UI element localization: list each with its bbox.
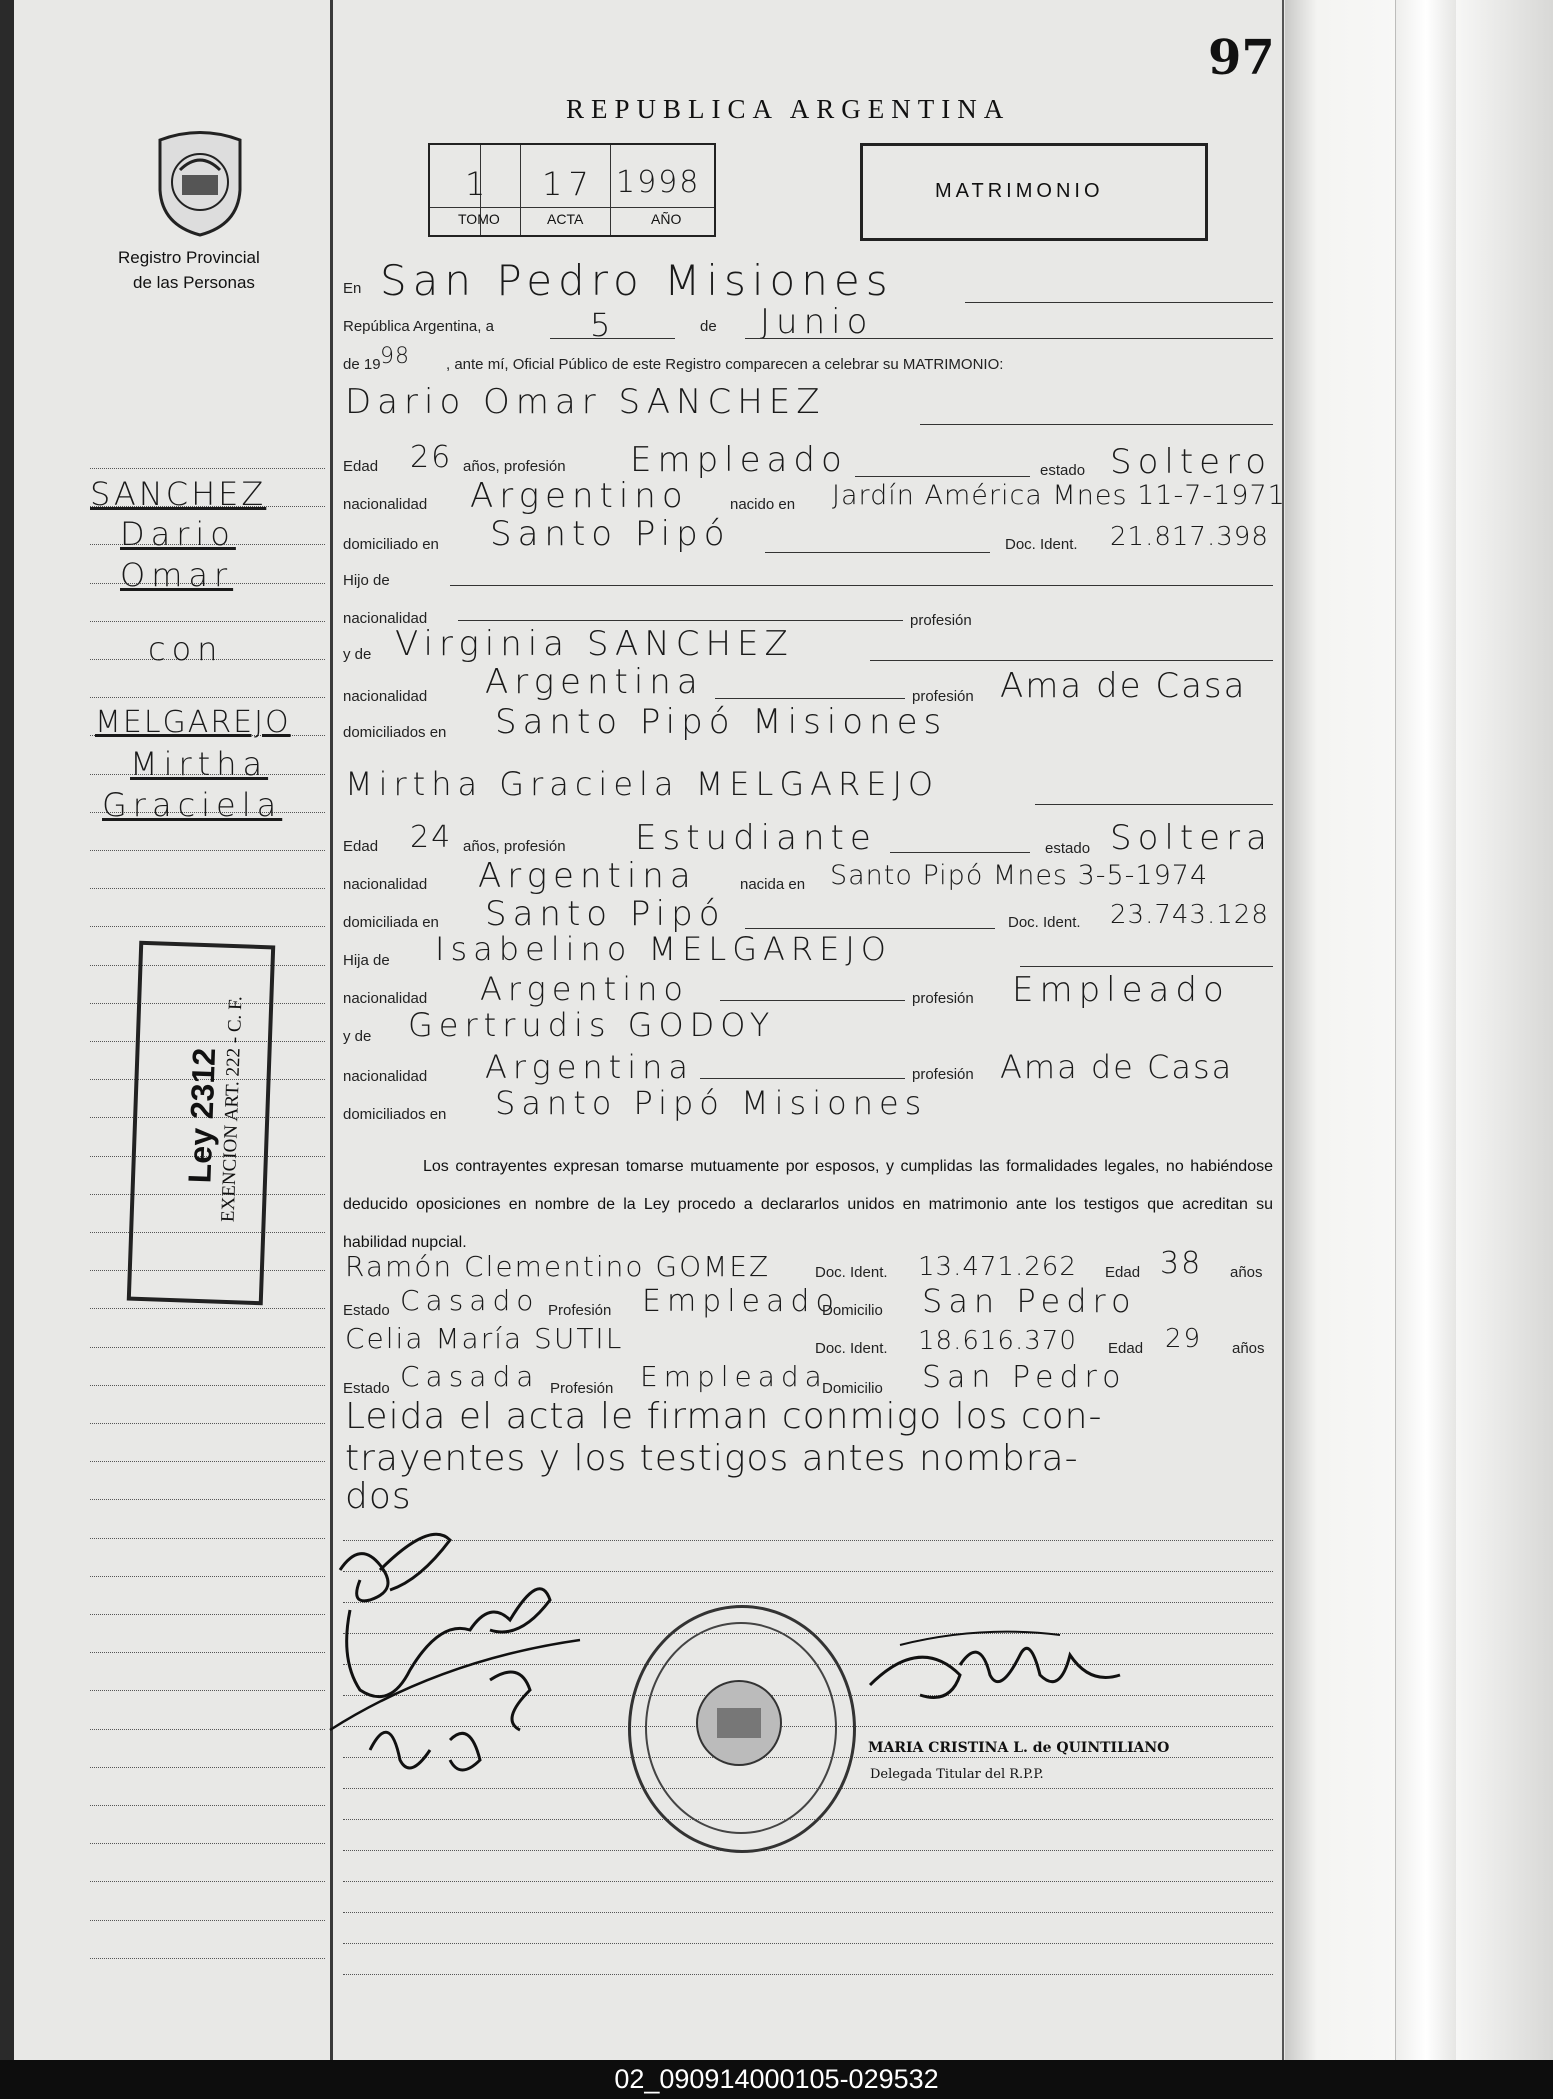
right-margin-line bbox=[1282, 0, 1284, 2060]
spouse1-doc: 21.817.398 bbox=[1110, 522, 1269, 552]
month: Junio bbox=[760, 302, 874, 342]
spouse2-parents-address: Santo Pipó Misiones bbox=[495, 1084, 928, 1122]
margin-name-2b: Graciela bbox=[102, 786, 283, 824]
margin-ruled-line bbox=[90, 1385, 325, 1386]
margin-ruled-line bbox=[90, 468, 325, 469]
tomo-value: 1 bbox=[465, 165, 492, 203]
margin-con: con bbox=[148, 630, 224, 668]
main-ruled-line bbox=[343, 1881, 1273, 1882]
spouse2-birthplace: Santo Pipó Mnes 3-5-1974 bbox=[830, 860, 1209, 891]
label-domiciliados-1: domiciliados en bbox=[343, 724, 447, 741]
label-anos-w2: años bbox=[1232, 1340, 1265, 1357]
label-de: de bbox=[700, 318, 717, 335]
margin-ruled-line bbox=[90, 1958, 325, 1959]
margin-ruled-line bbox=[90, 1423, 325, 1424]
label-domiciliada-2: domiciliada en bbox=[343, 914, 439, 931]
margin-ruled-line bbox=[90, 1308, 325, 1309]
margin-ruled-line bbox=[90, 1920, 325, 1921]
acta-label: ACTA bbox=[547, 211, 584, 227]
spouse2-mother: Gertrudis GODOY bbox=[408, 1006, 776, 1044]
spouse2-doc: 23.743.128 bbox=[1110, 900, 1269, 930]
witness1-doc: 13.471.262 bbox=[918, 1252, 1077, 1282]
label-profesion-f2: profesión bbox=[912, 990, 974, 1007]
ano-label: AÑO bbox=[651, 211, 682, 227]
spouse2-age: 24 bbox=[410, 820, 453, 855]
label-nacionalidad-1: nacionalidad bbox=[343, 496, 428, 513]
official-signature bbox=[860, 1615, 1130, 1725]
main-ruled-line bbox=[343, 1974, 1273, 1975]
official-title: Delegada Titular del R.P.P. bbox=[870, 1767, 1044, 1782]
year-suffix: 98 bbox=[380, 344, 410, 369]
margin-ruled-line bbox=[90, 1538, 325, 1539]
label-nacionalidad-f2: nacionalidad bbox=[343, 990, 428, 1007]
label-nacido-en: nacido en bbox=[730, 496, 796, 513]
document-type-box bbox=[860, 143, 1208, 241]
day: 5 bbox=[590, 306, 617, 344]
label-estado-1: estado bbox=[1040, 462, 1086, 479]
label-hija-de: Hija de bbox=[343, 952, 390, 969]
closing-line-1: Leida el acta le firman conmigo los con- bbox=[345, 1396, 1103, 1437]
spouse2-father-profession: Empleado bbox=[1012, 970, 1230, 1010]
label-y-de-2: y de bbox=[343, 1028, 372, 1045]
spouse2-mother-profession: Ama de Casa bbox=[1000, 1048, 1234, 1086]
spouse1-name: Dario Omar SANCHEZ bbox=[345, 382, 826, 422]
label-domicilio-w1: Domicilio bbox=[822, 1302, 883, 1319]
margin-ruled-line bbox=[90, 1347, 325, 1348]
closing-line-3: dos bbox=[345, 1476, 412, 1517]
label-profesion-f1: profesión bbox=[910, 612, 972, 629]
label-domiciliado-1: domiciliado en bbox=[343, 536, 439, 553]
registro-seal-icon bbox=[150, 130, 250, 240]
witness2-age: 29 bbox=[1165, 1324, 1203, 1354]
margin-ruled-line bbox=[90, 926, 325, 927]
spouse2-name: Mirtha Graciela MELGAREJO bbox=[345, 765, 940, 803]
label-anos-w1: años bbox=[1230, 1264, 1263, 1281]
label-doc-ident-1: Doc. Ident. bbox=[1005, 536, 1078, 553]
main-ruled-line bbox=[343, 1850, 1273, 1851]
margin-ruled-line bbox=[90, 1767, 325, 1768]
margin-name-1a: Dario bbox=[120, 515, 236, 553]
margin-ruled-line bbox=[90, 697, 325, 698]
label-profesion-m2: profesión bbox=[912, 1066, 974, 1083]
margin-ruled-line bbox=[90, 1805, 325, 1806]
margin-name-1b: Omar bbox=[120, 556, 234, 594]
spouse1-birthplace: Jardín América Mnes 11-7-1971 bbox=[832, 480, 1286, 511]
registry-name-line2: de las Personas bbox=[133, 273, 255, 292]
label-republica: República Argentina, a bbox=[343, 318, 494, 335]
closing-line-2: trayentes y los testigos antes nombra- bbox=[345, 1438, 1079, 1479]
label-nacionalidad-m1: nacionalidad bbox=[343, 688, 428, 705]
label-domiciliados-2: domiciliados en bbox=[343, 1106, 447, 1123]
label-edad-w1: Edad bbox=[1105, 1264, 1141, 1281]
label-en: En bbox=[343, 280, 362, 297]
label-doc-ident-w1: Doc. Ident. bbox=[815, 1264, 888, 1281]
margin-ruled-line bbox=[90, 1881, 325, 1882]
spouse1-status: Soltero bbox=[1110, 442, 1273, 482]
label-estado-w2: Estado bbox=[343, 1380, 390, 1397]
margin-ruled-line bbox=[90, 621, 325, 622]
registry-name-line1: Registro Provincial bbox=[118, 248, 260, 267]
label-nacionalidad-m2: nacionalidad bbox=[343, 1068, 428, 1085]
label-estado-2: estado bbox=[1045, 840, 1091, 857]
label-edad-1: Edad bbox=[343, 458, 379, 475]
ley-stamp-subtext: EXENCION ART. 222 - C. F. bbox=[217, 995, 247, 1223]
margin-surname-2: MELGAREJO bbox=[95, 705, 291, 740]
label-doc-ident-2: Doc. Ident. bbox=[1008, 914, 1081, 931]
label-edad-2: Edad bbox=[343, 838, 379, 855]
label-intro: , ante mí, Oficial Público de este Registro comparecen a celebrar su MATRIMONIO: bbox=[446, 356, 1004, 373]
main-ruled-line bbox=[343, 1943, 1273, 1944]
label-anos-profesion-1: años, profesión bbox=[463, 458, 566, 475]
label-de-year: de 19 bbox=[343, 356, 381, 373]
label-profesion-w1: Profesión bbox=[548, 1302, 612, 1319]
witness2-profession: Empleada bbox=[640, 1360, 828, 1393]
margin-name-2a: Mirtha bbox=[130, 745, 269, 783]
document-type: MATRIMONIO bbox=[935, 180, 1104, 202]
witness1-profession: Empleado bbox=[642, 1284, 840, 1319]
scan-edge bbox=[0, 0, 14, 2060]
acta-value: 17 bbox=[542, 165, 595, 203]
ley-stamp-box bbox=[127, 941, 275, 1306]
margin-surname-1: SANCHEZ bbox=[90, 475, 267, 513]
spouse1-profession: Empleado bbox=[630, 440, 848, 480]
scan-id-footer: 02_090914000105-029532 bbox=[0, 2060, 1553, 2099]
label-doc-ident-w2: Doc. Ident. bbox=[815, 1340, 888, 1357]
margin-ruled-line bbox=[90, 1843, 325, 1844]
margin-ruled-line bbox=[90, 1576, 325, 1577]
spouse1-mother-nationality: Argentina bbox=[485, 662, 704, 702]
margin-ruled-line bbox=[90, 1499, 325, 1500]
declaration-text: Los contrayentes expresan tomarse mutuamente por esposos, y cumplidas las formalidades legales, no habiéndose deducido oposiciones en nombre de la Ley procedo a declararlos unidos en matrimonio ante los testigos que acreditan su habilidad nupcial. bbox=[343, 1158, 1273, 1251]
place: San Pedro Misiones bbox=[380, 256, 894, 305]
page-edge-fold bbox=[1395, 0, 1456, 2060]
label-nacionalidad-f1: nacionalidad bbox=[343, 610, 428, 627]
spouse1-mother-profession: Ama de Casa bbox=[1000, 666, 1247, 706]
margin-ruled-line bbox=[90, 1614, 325, 1615]
spouse2-nationality: Argentina bbox=[478, 856, 697, 896]
margin-ruled-line bbox=[90, 1652, 325, 1653]
contrayentes-signatures bbox=[320, 1510, 620, 1800]
label-profesion-w2: Profesión bbox=[550, 1380, 614, 1397]
spouse1-age: 26 bbox=[410, 440, 453, 475]
spouse2-mother-nationality: Argentina bbox=[485, 1048, 694, 1086]
record-number-box bbox=[428, 143, 716, 237]
ano-value: 1998 bbox=[616, 165, 701, 200]
witness2-name: Celia María SUTIL bbox=[345, 1322, 624, 1355]
spouse1-parents-address: Santo Pipó Misiones bbox=[495, 702, 948, 742]
spouse1-nationality: Argentino bbox=[470, 476, 689, 516]
witness1-address: San Pedro bbox=[922, 1282, 1137, 1320]
margin-ruled-line bbox=[90, 888, 325, 889]
page-number: 97 bbox=[1208, 30, 1275, 86]
spouse2-father: Isabelino MELGAREJO bbox=[435, 930, 892, 968]
margin-ruled-line bbox=[90, 850, 325, 851]
witness1-age: 38 bbox=[1160, 1246, 1203, 1281]
seal-emblem-icon bbox=[689, 1668, 789, 1778]
label-anos-profesion-2: años, profesión bbox=[463, 838, 566, 855]
witness1-status: Casado bbox=[400, 1284, 540, 1317]
margin-ruled-line bbox=[90, 1461, 325, 1462]
spouse1-address: Santo Pipó bbox=[490, 514, 731, 554]
tomo-label: TOMO bbox=[458, 211, 500, 227]
witness2-address: San Pedro bbox=[922, 1360, 1127, 1395]
spouse1-mother: Virginia SANCHEZ bbox=[395, 624, 794, 664]
witness2-status: Casada bbox=[400, 1360, 540, 1393]
ley-stamp-text: Ley 2312 bbox=[181, 1047, 223, 1184]
official-seal bbox=[628, 1605, 856, 1853]
witness2-doc: 18.616.370 bbox=[918, 1326, 1077, 1356]
official-name: MARIA CRISTINA L. de QUINTILIANO bbox=[868, 1740, 1170, 1756]
label-edad-w2: Edad bbox=[1108, 1340, 1144, 1357]
spouse2-address: Santo Pipó bbox=[485, 894, 726, 934]
label-nacida-en: nacida en bbox=[740, 876, 806, 893]
country-title: REPUBLICA ARGENTINA bbox=[566, 94, 1011, 124]
label-estado-w1: Estado bbox=[343, 1302, 390, 1319]
margin-ruled-line bbox=[90, 1690, 325, 1691]
label-domicilio-w2: Domicilio bbox=[822, 1380, 883, 1397]
spouse2-status: Soltera bbox=[1110, 818, 1273, 858]
main-ruled-line bbox=[343, 1912, 1273, 1913]
label-nacionalidad-2: nacionalidad bbox=[343, 876, 428, 893]
spouse2-father-nationality: Argentino bbox=[480, 970, 689, 1008]
label-profesion-m1: profesión bbox=[912, 688, 974, 705]
label-y-de-1: y de bbox=[343, 646, 372, 663]
margin-ruled-line bbox=[90, 1729, 325, 1730]
label-hijo-de: Hijo de bbox=[343, 572, 390, 589]
spouse2-profession: Estudiante bbox=[635, 818, 877, 858]
witness1-name: Ramón Clementino GOMEZ bbox=[345, 1250, 771, 1283]
